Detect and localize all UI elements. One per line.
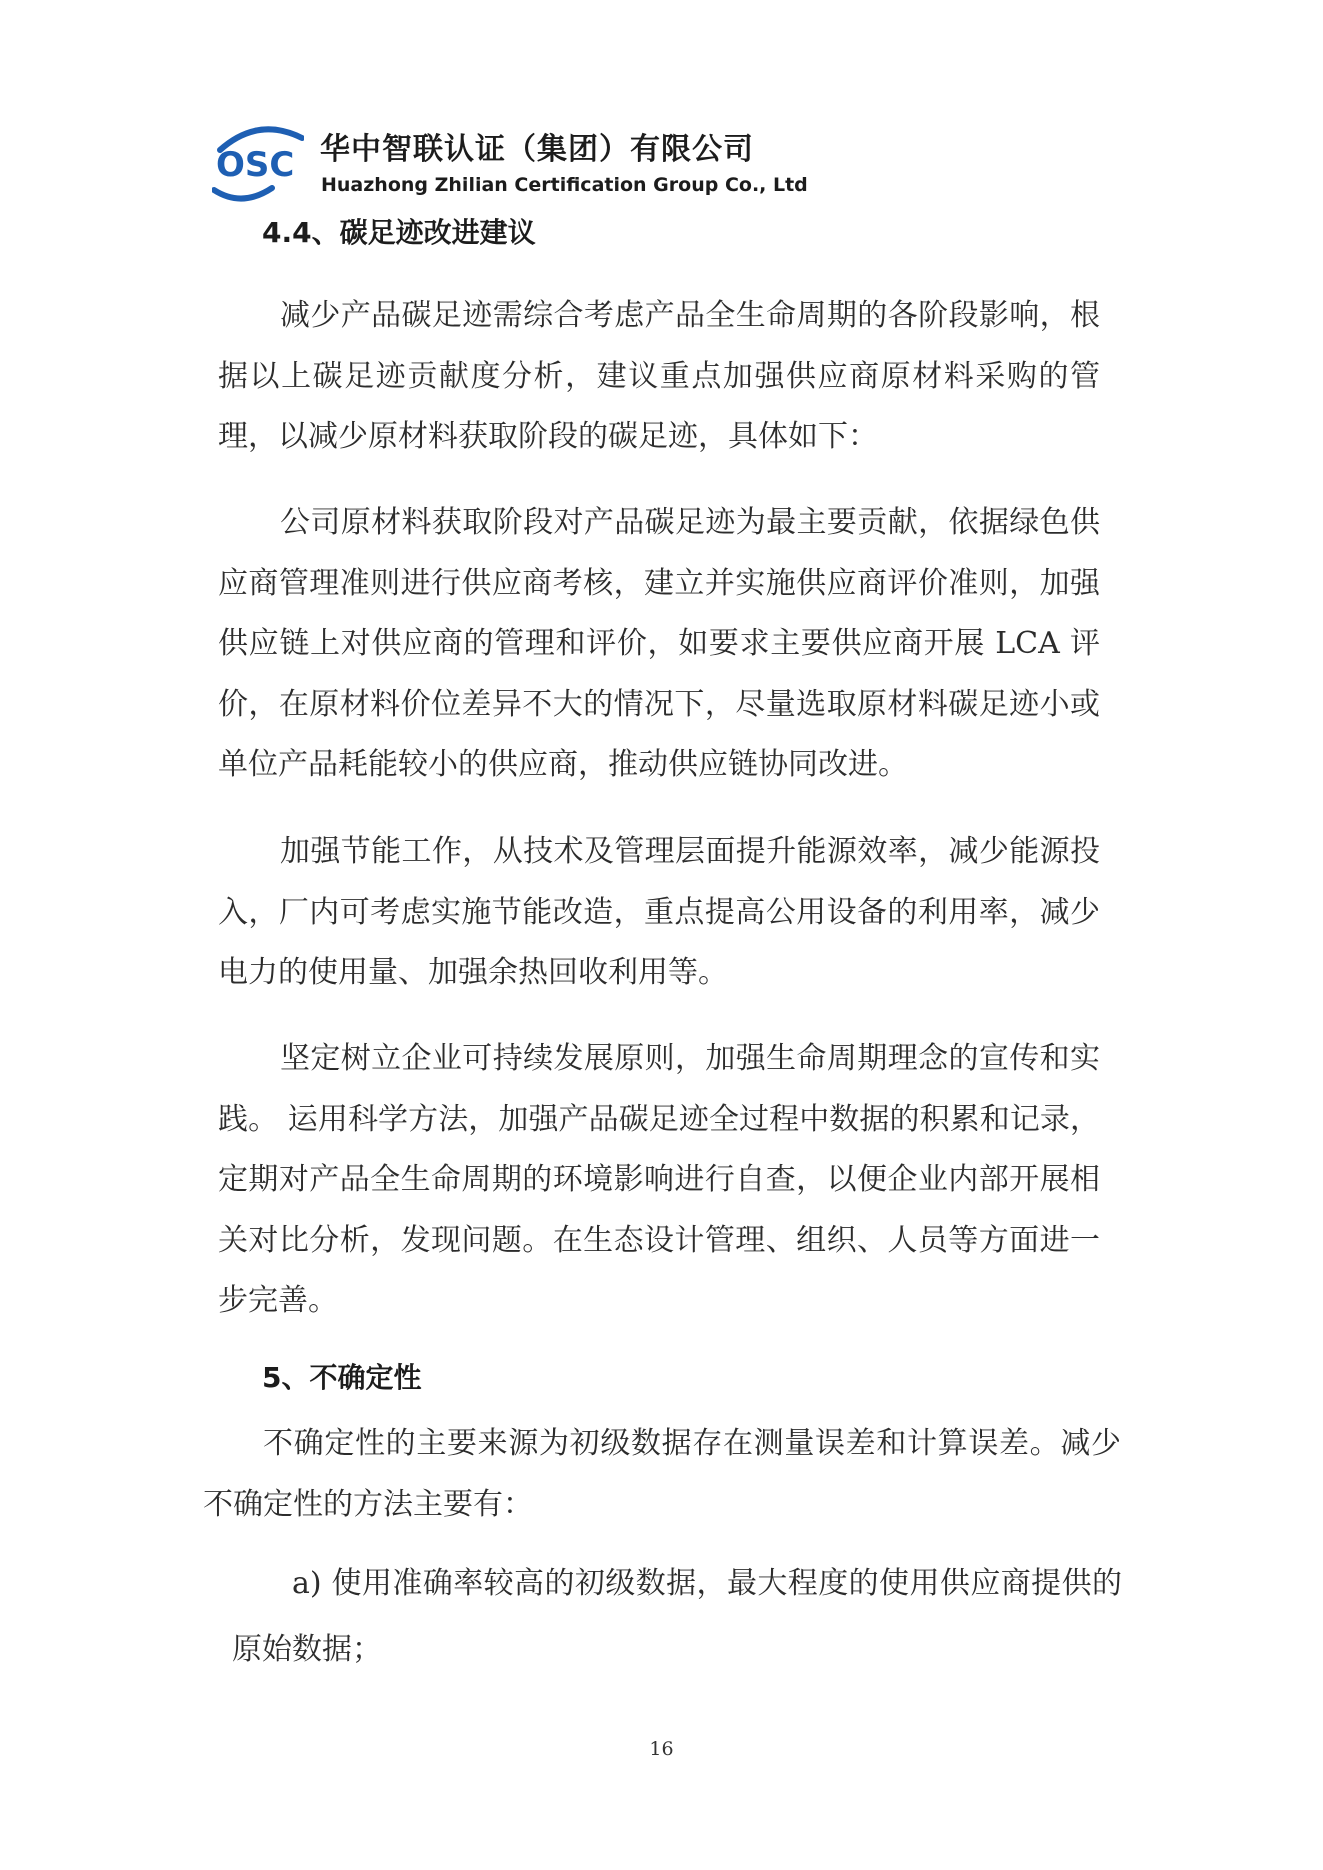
section-5-title: 5、不确定性 [262, 1361, 422, 1394]
logo-text: OSC [216, 145, 295, 185]
company-logo [212, 120, 304, 208]
paragraph-3: 加强节能工作，从技术及管理层面提升能源效率，减少能源投入，厂内可考虑实施节能改造，重点提高公用设备的利用率，减少电力的使用量、加强余热回收利用等。 [218, 834, 1100, 990]
section-4-4-title: 4.4、碳足迹改进建议 [262, 216, 536, 249]
uncertainty-intro: 不确定性的主要来源为初级数据存在测量误差和计算误差。减少不确定性的方法主要有： [203, 1426, 1121, 1522]
page-number: 16 [649, 1738, 674, 1760]
method-item-a: a) 使用准确率较高的初级数据，最大程度的使用供应商提供的原始数据； [232, 1566, 1122, 1667]
company-name-en: Huazhong Zhilian Certification Group Co., Ltd [321, 174, 808, 196]
paragraph-2: 公司原材料获取阶段对产品碳足迹为最主要贡献，依据绿色供应商管理准则进行供应商考核，建立并实施供应商评价准则，加强供应链上对供应商的管理和评价，如要求主要供应商开展 LCA 评价，在原材料价位差异不大的情况下，尽量选取原材料碳足迹小或单位产品耗能较小的供应商，推动供应链协同改进。 [218, 505, 1100, 782]
company-name-cn: 华中智联认证（集团）有限公司 [320, 132, 754, 167]
paragraph-4: 坚定树立企业可持续发展原则，加强生命周期理念的宣传和实践。 运用科学方法，加强产品碳足迹全过程中数据的积累和记录，定期对产品全生命周期的环境影响进行自查，以便企业内部开展相关对比分析，发现问题。在生态设计管理、组织、人员等方面进一步完善。 [218, 1041, 1100, 1318]
paragraph-1: 减少产品碳足迹需综合考虑产品全生命周期的各阶段影响，根据以上碳足迹贡献度分析，建议重点加强供应商原材料采购的管理，以减少原材料获取阶段的碳足迹，具体如下： [218, 298, 1100, 454]
